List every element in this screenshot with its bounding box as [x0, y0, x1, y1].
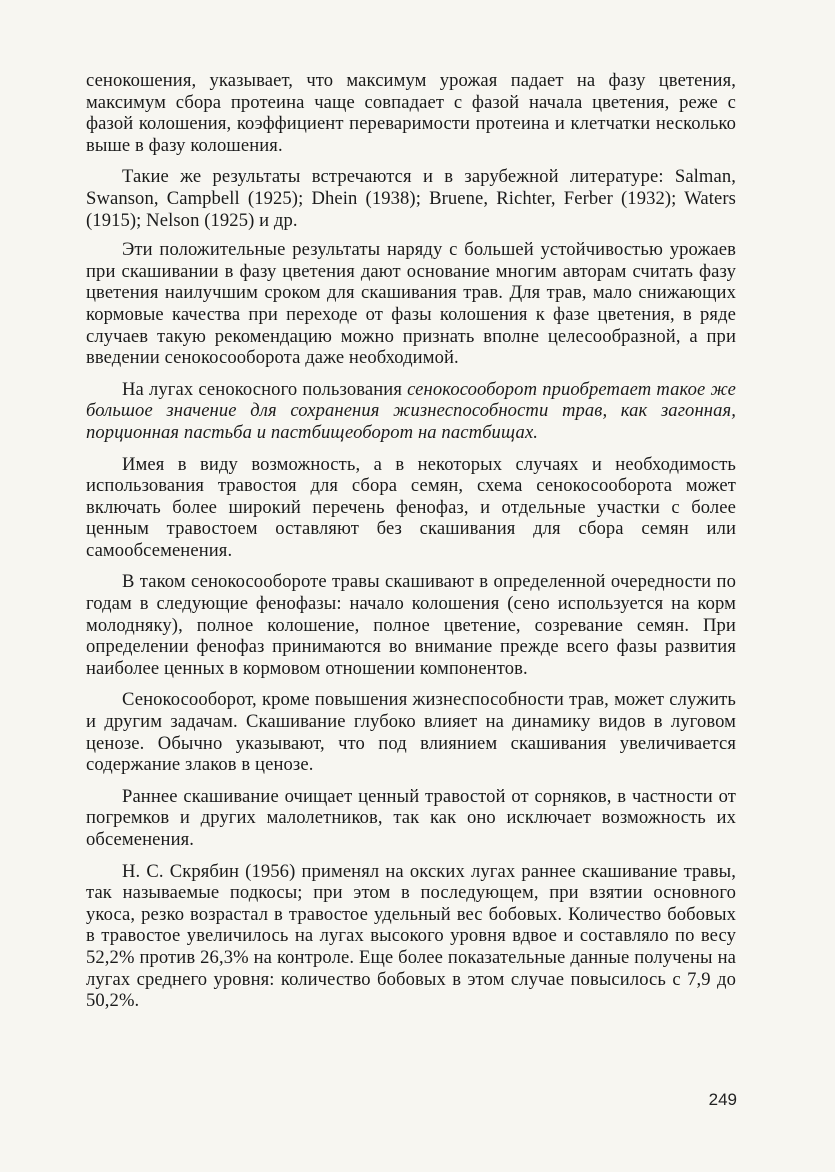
paragraph-9: Н. С. Скрябин (1956) применял на окских лугах раннее скашивание травы, так называемые подкосы; при этом в последующем, при взятии основного укоса, резко возрастал в травостое удельный вес бобовых. Количество бобовых в травостое увеличилось на лугах высокого уровня вдвое и составляло по весу 52,2% против 26,3% на контроле. Еще более показательные данные получены на лугах среднего уровня: количество бобовых в этом случае повысилось с 7,9 до 50,2%. — [86, 860, 736, 1012]
paragraph-3: Эти положительные результаты наряду с большей устойчивостью урожаев при скашивании в фазу цветения дают основание многим авторам считать фазу цветения наилучшим сроком для скашивания трав. Для трав, мало снижающих кормовые качества при переходе от фазы колошения к фазе цветения, в ряде случаев такую рекомендацию можно признать вполне целесообразной, а при введении сенокосооборота даже необходимой. — [86, 239, 736, 369]
paragraph-4 — [86, 379, 736, 444]
paragraph-7: Сенокосооборот, кроме повышения жизнеспособности трав, может служить и другим задачам. Скашивание глубоко влияет на динамику видов в луговом ценозе. Обычно указывают, что под влиянием скашивания увеличивается содержание злаков в ценозе. — [86, 689, 736, 776]
page-number: 249 — [708, 1090, 737, 1109]
paragraph-6: В таком сенокосообороте травы скашивают в определенной очередности по годам в следующие фенофазы: начало колошения (сено используется на корм молодняку), полное колошение, полное цветение, созревание семян. При определении фенофаз принимаются во внимание прежде всего фазы развития наиболее ценных в кормовом отношении компонентов. — [86, 571, 736, 679]
paragraph-1: сенокошения, указывает, что максимум урожая падает на фазу цветения, максимум сбора протеина чаще совпадает с фазой начала цветения, реже с фазой колошения, коэффициент переваримости протеина и клетчатки несколько выше в фазу колошения. — [86, 70, 736, 156]
paragraph-8: Раннее скашивание очищает ценный травостой от сорняков, в частности от погремков и других малолетников, так как оно исключает возможность их обсеменения. — [86, 785, 736, 850]
paragraph-4-plain: На лугах сенокосного пользования — [122, 378, 408, 400]
document-page — [86, 70, 736, 1012]
paragraph-5: Имея в виду возможность, а в некоторых случаях и необходимость использования травостоя для сбора семян, схема сенокосооборота может включать более широкий перечень фенофаз, и отдельные участки с более ценным травостоем оставляют без скашивания для сбора семян или самообсеменения. — [86, 453, 736, 561]
paragraph-2: Такие же результаты встречаются и в зарубежной литературе: Salman, Swanson, Campbell (1925); Dhein (1938); Bruene, Richter, Ferber (1932); Waters (1915); Nelson (1925) и др. — [86, 166, 736, 231]
paragraph-4-italic: сенокосооборот приобретает такое же большое значение для сохранения жизнеспособности трав, как загонная, порционная пастьба и пастбищеоборот на пастбищах. — [86, 378, 736, 443]
